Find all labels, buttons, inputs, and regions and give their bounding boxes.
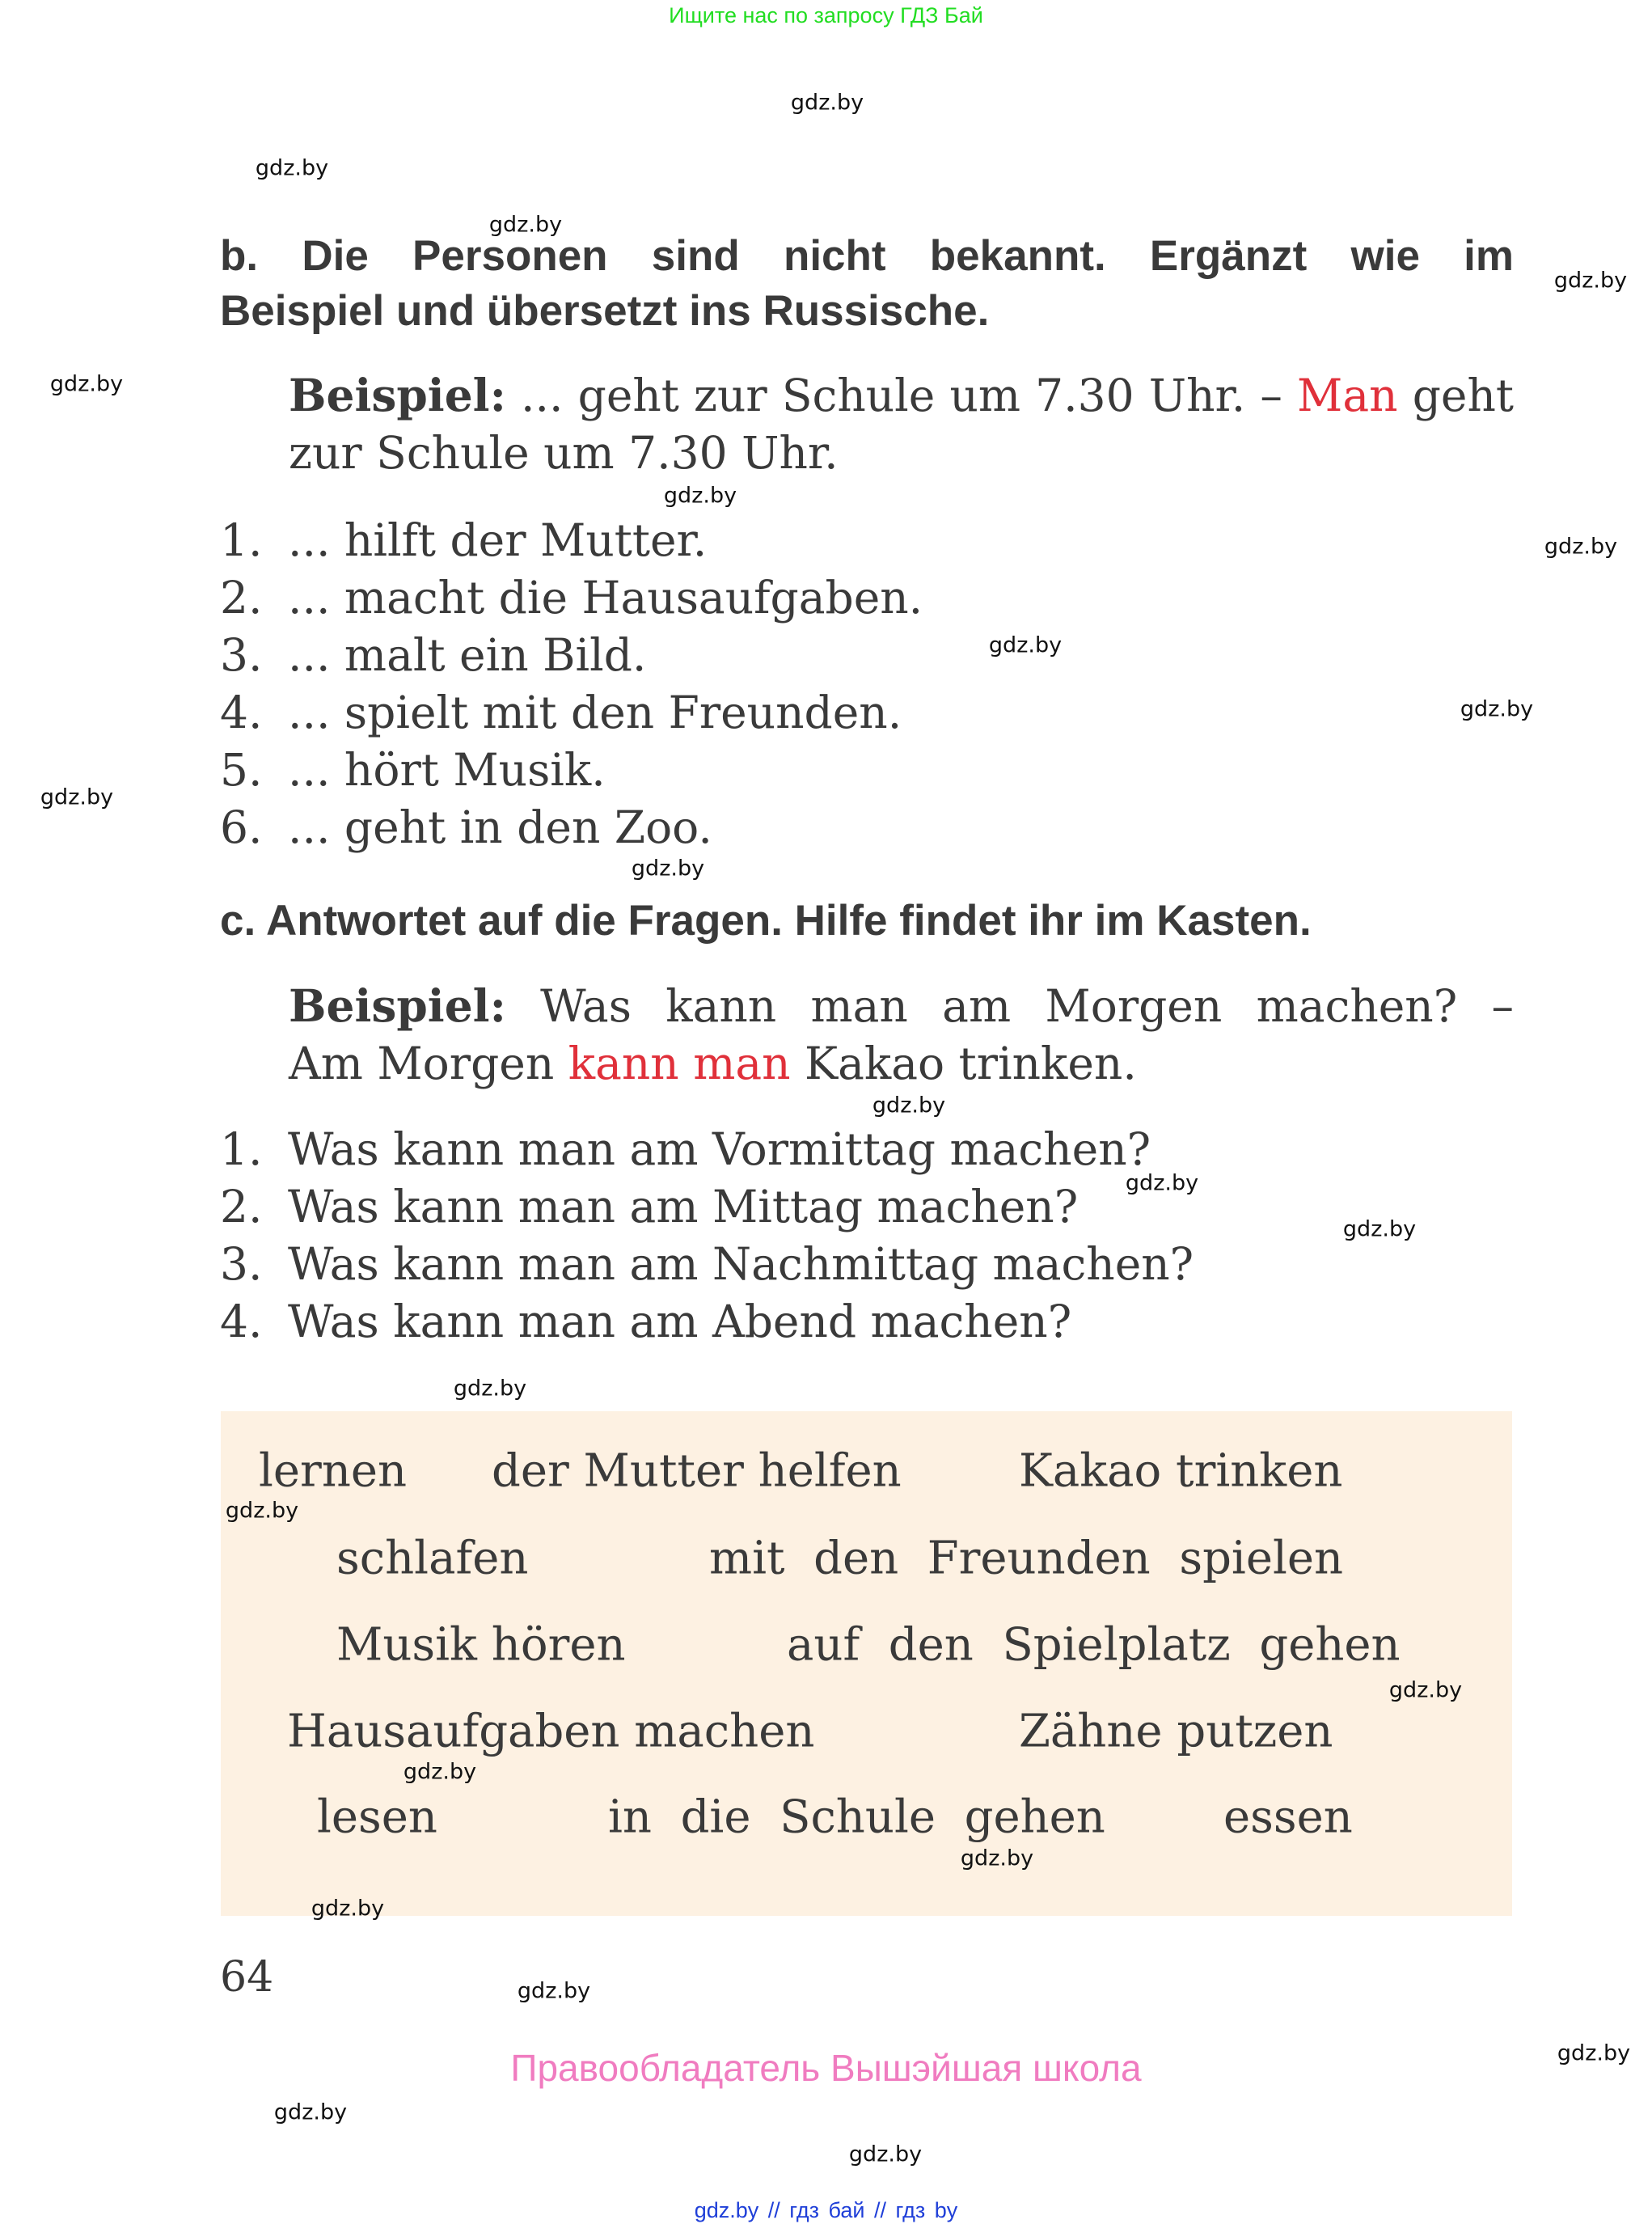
task-b-example-line1 bbox=[289, 366, 1514, 425]
watermark: gdz.by bbox=[488, 212, 563, 238]
help-word: mit den Freunden spielen bbox=[709, 1532, 1344, 1585]
task-b-example bbox=[289, 366, 1514, 482]
help-word: Zähne putzen bbox=[1019, 1705, 1333, 1758]
watermark: gdz.by bbox=[1125, 1170, 1199, 1196]
copyright-notice: Правообладатель Вышэйшая школа bbox=[510, 2047, 1142, 2089]
task-c-example bbox=[289, 977, 1514, 1093]
footer-links[interactable]: gdz.by // гдз бай // гдз by bbox=[694, 2198, 958, 2222]
item-number: 5. bbox=[220, 744, 263, 796]
task-b-list bbox=[220, 512, 923, 856]
task-c-example-line1 bbox=[289, 977, 1514, 1035]
example-text: Kakao trinken. bbox=[790, 1038, 1137, 1089]
watermark: gdz.by bbox=[517, 1978, 591, 2004]
list-item bbox=[220, 512, 923, 569]
item-text: ... spielt mit den Freunden. bbox=[288, 687, 902, 738]
question-item bbox=[220, 1178, 1194, 1236]
item-number: 4. bbox=[220, 687, 263, 738]
example-label: Beispiel: bbox=[289, 369, 506, 421]
help-word: in die Schule gehen bbox=[608, 1791, 1105, 1844]
example-text: Am Morgen bbox=[289, 1038, 568, 1089]
task-c-example-line2 bbox=[289, 1038, 1137, 1089]
task-b-heading-line2: Beispiel und übersetzt ins Russische. bbox=[220, 287, 990, 335]
list-item bbox=[220, 799, 923, 856]
item-text: Was kann man am Nachmittag machen? bbox=[288, 1238, 1194, 1290]
watermark: gdz.by bbox=[453, 1376, 527, 1402]
item-text: ... hört Musik. bbox=[288, 744, 606, 796]
item-text: ... malt ein Bild. bbox=[288, 629, 647, 681]
example-text: Was kann man am Morgen machen? – bbox=[505, 980, 1514, 1032]
item-number: 2. bbox=[220, 572, 263, 624]
list-item bbox=[220, 569, 923, 627]
item-text: Was kann man am Mittag machen? bbox=[288, 1181, 1079, 1233]
help-word: lernen bbox=[259, 1444, 408, 1498]
question-item bbox=[220, 1293, 1194, 1351]
watermark: gdz.by bbox=[1557, 2040, 1631, 2066]
item-text: Was kann man am Abend machen? bbox=[288, 1296, 1072, 1347]
task-c-heading: c. Antwortet auf die Fragen. Hilfe findet ihr im Kasten. bbox=[220, 897, 1312, 945]
help-word: Hausaufgaben machen bbox=[287, 1705, 815, 1758]
item-text: Was kann man am Vormittag machen? bbox=[288, 1123, 1151, 1175]
watermark: gdz.by bbox=[49, 371, 124, 397]
question-item bbox=[220, 1236, 1194, 1293]
item-text: ... hilft der Mutter. bbox=[288, 514, 708, 566]
item-number: 4. bbox=[220, 1296, 263, 1347]
help-word: essen bbox=[1223, 1791, 1353, 1844]
item-text: ... macht die Hausaufgaben. bbox=[288, 572, 923, 624]
item-number: 3. bbox=[220, 629, 263, 681]
task-b-heading bbox=[220, 229, 1514, 339]
watermark: gdz.by bbox=[848, 2142, 923, 2167]
help-word: auf den Spielplatz gehen bbox=[787, 1618, 1401, 1672]
help-word: Musik hören bbox=[336, 1618, 626, 1672]
page-number: 64 bbox=[220, 1953, 274, 2002]
watermark: gdz.by bbox=[40, 784, 114, 810]
watermark: gdz.by bbox=[255, 155, 329, 181]
watermark: gdz.by bbox=[631, 856, 705, 882]
list-item bbox=[220, 742, 923, 799]
watermark: gdz.by bbox=[225, 1498, 299, 1524]
watermark: gdz.by bbox=[988, 632, 1063, 658]
item-number: 1. bbox=[220, 514, 263, 566]
item-text: ... geht in den Zoo. bbox=[288, 801, 712, 853]
watermark: gdz.by bbox=[790, 90, 864, 116]
item-number: 3. bbox=[220, 1238, 263, 1290]
example-text: geht bbox=[1397, 370, 1514, 421]
watermark: gdz.by bbox=[1553, 268, 1628, 294]
question-item bbox=[220, 1121, 1194, 1178]
example-highlight: Man bbox=[1297, 370, 1398, 421]
item-number: 2. bbox=[220, 1181, 263, 1233]
watermark: gdz.by bbox=[1342, 1216, 1417, 1242]
watermark: gdz.by bbox=[663, 483, 737, 509]
example-label: Beispiel: bbox=[289, 979, 506, 1032]
help-word: Kakao trinken bbox=[1019, 1444, 1343, 1498]
help-word: lesen bbox=[317, 1791, 437, 1844]
help-word: schlafen bbox=[336, 1532, 529, 1585]
watermark: gdz.by bbox=[311, 1896, 385, 1922]
watermark: gdz.by bbox=[1460, 696, 1534, 722]
watermark: gdz.by bbox=[872, 1093, 946, 1118]
watermark: gdz.by bbox=[273, 2099, 348, 2125]
list-item bbox=[220, 627, 923, 684]
task-c-questions bbox=[220, 1121, 1194, 1351]
example-text: ... geht zur Schule um 7.30 Uhr. – bbox=[505, 370, 1298, 421]
task-b-heading-line1: b. Die Personen sind nicht bekannt. Ergänzt wie im bbox=[220, 232, 1514, 280]
item-number: 1. bbox=[220, 1123, 263, 1175]
example-highlight: kann man bbox=[568, 1038, 791, 1089]
watermark: gdz.by bbox=[403, 1759, 477, 1785]
watermark: gdz.by bbox=[1544, 534, 1618, 560]
item-number: 6. bbox=[220, 801, 263, 853]
help-word: der Mutter helfen bbox=[492, 1444, 902, 1498]
list-item bbox=[220, 684, 923, 742]
task-b-example-line2: zur Schule um 7.30 Uhr. bbox=[289, 427, 839, 479]
search-notice: Ищите нас по запросу ГДЗ Бай bbox=[669, 3, 983, 27]
watermark: gdz.by bbox=[1388, 1677, 1463, 1703]
watermark: gdz.by bbox=[960, 1846, 1034, 1871]
